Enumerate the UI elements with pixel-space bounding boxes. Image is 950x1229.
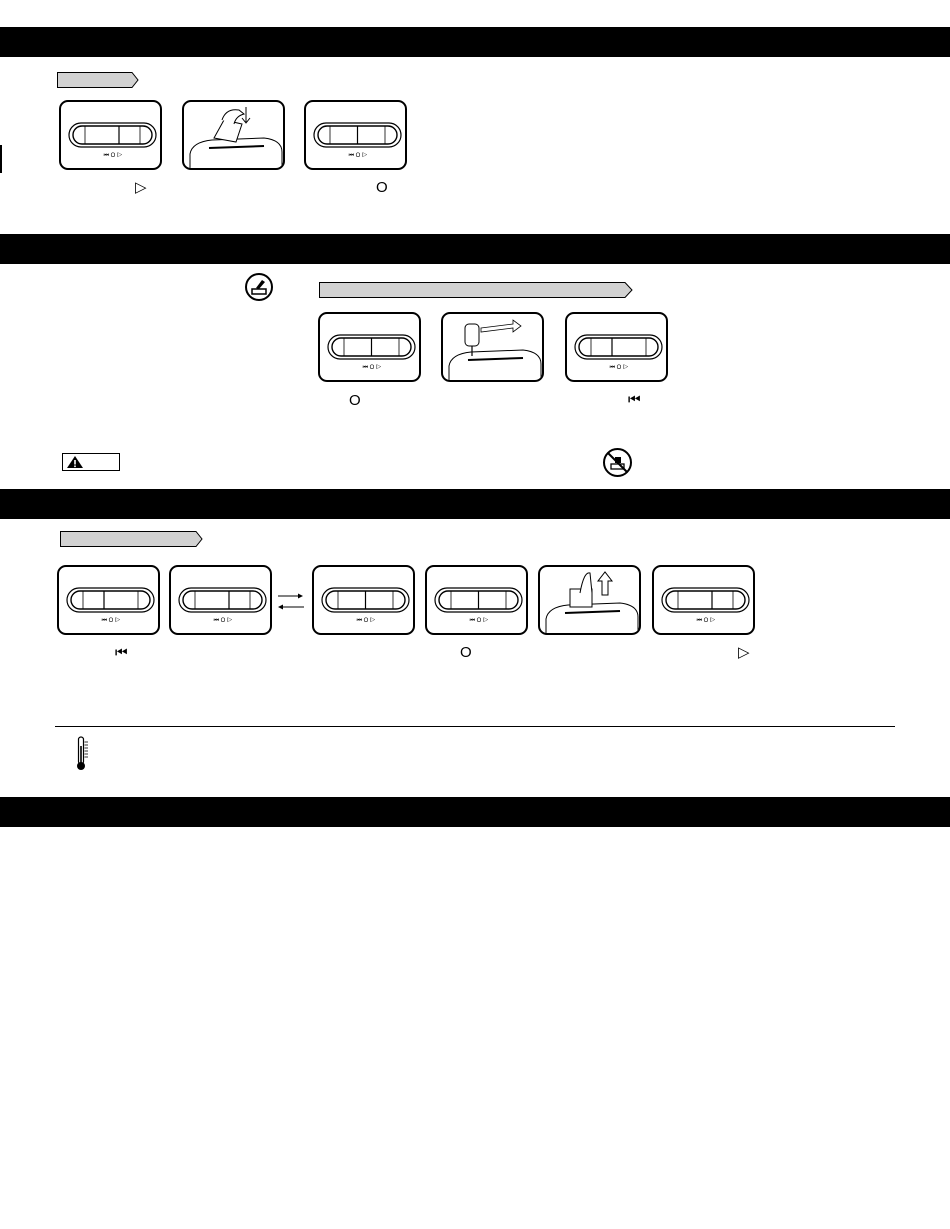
svg-text:⏮ O ▷: ⏮ O ▷ (609, 365, 629, 371)
step-tag-arrow-long (319, 282, 633, 298)
svg-text:⏮ O ▷: ⏮ O ▷ (213, 618, 233, 624)
insert-paper-icon (184, 102, 285, 170)
rocker-switch-forward-icon (171, 567, 272, 635)
remove-paper-icon (540, 567, 641, 635)
section-1-header-bar (0, 27, 950, 57)
off-symbol: O (460, 644, 472, 661)
section-2-header-bar (0, 234, 950, 264)
switch-panel-off-2 (318, 312, 421, 382)
off-symbol: O (376, 179, 388, 196)
svg-text:⏮ O ▷: ⏮ O ▷ (356, 618, 376, 624)
svg-text:⏮ O ▷: ⏮ O ▷ (362, 365, 382, 371)
oil-icon (244, 272, 274, 302)
switch-panel-forward (59, 100, 162, 170)
switch-panel-off-3a (312, 565, 415, 635)
rocker-switch-off-icon (320, 314, 421, 382)
switch-panel-forward-3 (169, 565, 272, 635)
rocker-switch-reverse-icon (567, 314, 668, 382)
rocker-switch-off-icon (427, 567, 528, 635)
rocker-switch-off-icon (314, 567, 415, 635)
rocker-switch-reverse-icon (59, 567, 160, 635)
forward-symbol: ▷ (738, 644, 750, 661)
svg-text:⏮ O ▷: ⏮ O ▷ (696, 618, 716, 624)
shredder-insert-panel (182, 100, 285, 170)
alternate-arrows-icon (276, 588, 306, 614)
reverse-symbol: ⏮ (628, 391, 641, 407)
switch-panel-off-3b (425, 565, 528, 635)
step-tag-arrow (57, 72, 139, 88)
section-divider (55, 726, 895, 727)
svg-text:⏮ O ▷: ⏮ O ▷ (103, 153, 123, 159)
rocker-switch-forward-icon (654, 567, 755, 635)
switch-panel-reverse (565, 312, 668, 382)
reverse-symbol: ⏮ (115, 644, 128, 660)
off-symbol: O (349, 392, 361, 409)
no-aerosol-icon (602, 447, 633, 478)
svg-text:⏮ O ▷: ⏮ O ▷ (101, 618, 121, 624)
switch-panel-off (304, 100, 407, 170)
warning-icon (62, 453, 120, 471)
page-edge-mark (0, 145, 2, 173)
thermometer-icon (74, 736, 92, 772)
section-4-header-bar (0, 797, 950, 827)
rocker-switch-forward-icon (61, 102, 162, 170)
step-tag-arrow-3 (60, 531, 203, 547)
shredder-oil-panel (441, 312, 544, 382)
svg-text:⏮ O ▷: ⏮ O ▷ (469, 618, 489, 624)
switch-panel-auto-3 (652, 565, 755, 635)
switch-panel-reverse-3 (57, 565, 160, 635)
oil-bottle-icon (443, 314, 544, 382)
forward-symbol: ▷ (135, 179, 147, 196)
section-3-header-bar (0, 489, 950, 519)
svg-text:⏮ O ▷: ⏮ O ▷ (348, 153, 368, 159)
shredder-remove-panel (538, 565, 641, 635)
rocker-switch-off-icon (306, 102, 407, 170)
